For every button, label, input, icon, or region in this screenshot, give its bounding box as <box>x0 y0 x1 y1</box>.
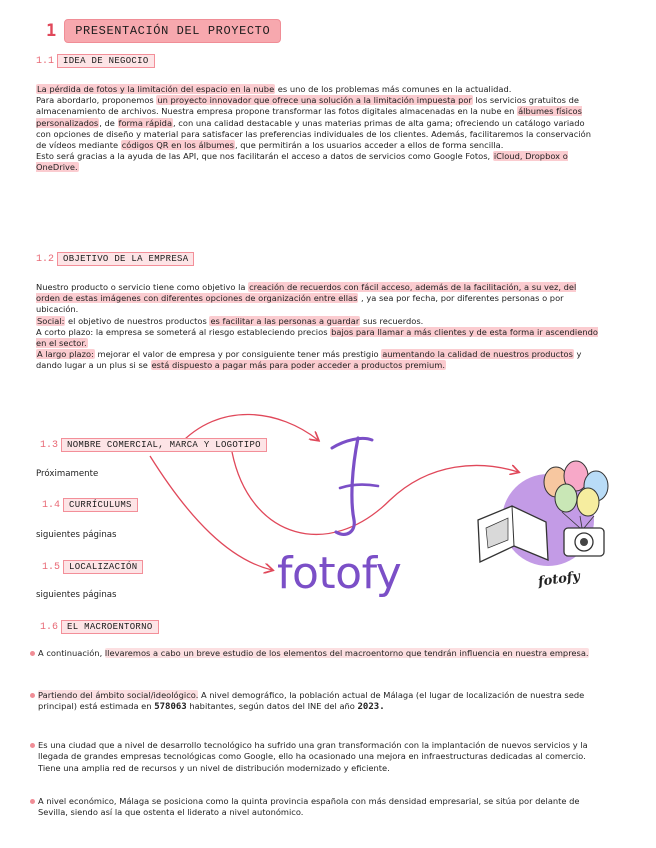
section-heading-nombre <box>40 438 267 452</box>
idea-paragraph <box>36 84 602 174</box>
highlight: códigos QR en los álbumes <box>121 140 234 151</box>
text: y dando lugar a un plus si se <box>36 349 582 371</box>
section-label: IDEA DE NEGOCIO <box>57 54 155 68</box>
section-heading-macroentorno <box>40 620 159 634</box>
curriculums-text: siguientes páginas <box>36 530 117 540</box>
section-label: CURRÍCULUMS <box>63 498 138 512</box>
section-label: OBJETIVO DE LA EMPRESA <box>57 252 194 266</box>
text: A nivel demográfico, la población actual de Málaga (el lugar de localización de nuestra sede principal) está estimada en <box>38 690 585 712</box>
section-number: 1.5 <box>42 561 61 573</box>
text: , ya sea por fecha, por diferentes personas o por ubicación. <box>36 293 564 315</box>
album-balloons-illustration <box>478 461 608 566</box>
text: los servicios gratuitos de almacenamiento de archivos. Nuestra empresa propone transformar las fotos digitales almacenadas en la nube en <box>36 95 580 117</box>
highlight: bajos para llamar a más clientes y de esta forma ir ascendiendo en el sector. <box>36 326 598 349</box>
text: sus recuerdos. <box>360 315 424 326</box>
objetivo-paragraph <box>36 282 602 372</box>
section-heading-idea <box>36 54 155 68</box>
bullet-dot <box>30 693 35 698</box>
text: es uno de los problemas más comunes en la actualidad. <box>275 84 512 94</box>
fotofy-small-signature: fotofy <box>537 569 581 590</box>
bullet-dot <box>30 651 35 656</box>
macro-bullet-social <box>30 690 600 714</box>
population-number: 578063 <box>154 702 187 713</box>
section-number: 1.2 <box>36 253 55 265</box>
text: , que permitirán a los usuarios acceder a ellos de forma sencilla. <box>234 140 504 151</box>
section-label: LOCALIZACIÓN <box>63 560 143 574</box>
text: A continuación, <box>38 648 105 658</box>
arrow-to-wordmark <box>150 456 272 570</box>
section-number: 1.1 <box>36 55 55 67</box>
highlight: Partiendo del ámbito social/ideológico. <box>38 690 199 700</box>
section-heading-objetivo <box>36 252 194 266</box>
section-number: 1.3 <box>40 439 59 451</box>
cursive-f-logo <box>332 438 378 534</box>
highlight: Social: <box>37 315 65 326</box>
arrow-to-illustration <box>232 452 518 534</box>
macro-bullet-intro <box>30 648 600 659</box>
highlight: está dispuesto a pagar más para poder acceder a productos premium. <box>151 360 445 371</box>
title-number: 1 <box>46 21 57 41</box>
page-title <box>46 18 281 44</box>
highlight: forma rápida <box>118 117 173 128</box>
text: Para abordarlo, proponemos <box>36 95 157 106</box>
highlight: La pérdida de fotos y la limitación del espacio en la nube <box>37 84 275 94</box>
bullet-dot <box>30 799 35 804</box>
highlight: A largo plazo: <box>37 349 94 360</box>
year-number: 2023. <box>357 702 385 713</box>
bullet-dot <box>30 743 35 748</box>
text: A corto plazo: la empresa se someterá al riesgo estableciendo precios <box>36 326 331 337</box>
highlight: creación de recuerdos con fácil acceso, además de la facilitación, a su vez, del orden de estas imágenes con diferentes opciones de organización entre ellas <box>36 282 577 304</box>
nombre-text: Próximamente <box>36 469 99 479</box>
fotofy-wordmark: fotofy <box>277 548 402 599</box>
highlight: álbumes físicos personalizados <box>36 106 582 128</box>
section-label: EL MACROENTORNO <box>61 620 159 634</box>
text: el objetivo de nuestros productos <box>65 315 210 326</box>
highlight: iCloud, Dropbox o OneDrive. <box>36 151 568 173</box>
macro-bullet-tecnologico <box>30 740 600 774</box>
text: Es una ciudad que a nivel de desarrollo tecnológico ha sufrido una gran transformación con la implantación de nuevos servicios y la llegada de grandes empresas tecnológicas como Google, ello ha ocasionado una mejora en infraestructuras dedicadas al comercio. Tiene una amplia red de recursos y un nivel de distribución modernizado y eficiente. <box>38 740 588 773</box>
text: Esto será gracias a la ayuda de las API, que nos facilitarán el acceso a datos de servicios como Google Fotos, <box>36 151 493 162</box>
highlight: un proyecto innovador que ofrece una solución a la limitación impuesta por <box>157 95 472 106</box>
text: , de <box>99 117 118 128</box>
highlight: llevaremos a cabo un breve estudio de los elementos del macroentorno que tendrán influencia en nuestra empresa. <box>104 648 589 658</box>
section-heading-curriculums <box>42 498 138 512</box>
localizacion-text: siguientes páginas <box>36 590 117 600</box>
text: habitantes, según datos del INE del año <box>186 701 358 712</box>
text: Nuestro producto o servicio tiene como objetivo la <box>36 282 249 292</box>
section-number: 1.4 <box>42 499 61 511</box>
section-number: 1.6 <box>40 621 59 633</box>
highlight: aumentando la calidad de nuestros productos <box>382 349 573 360</box>
text: A nivel económico, Málaga se posiciona como la quinta provincia española con más densidad empresarial, se sitúa por delante de Sevilla, siendo así la que ostenta el liderato a nivel autonómico. <box>38 796 580 818</box>
highlight: es facilitar a las personas a guardar <box>210 315 360 326</box>
section-label: NOMBRE COMERCIAL, MARCA Y LOGOTIPO <box>61 438 267 452</box>
text: mejorar el valor de empresa y por consiguiente tener más prestigio <box>94 349 382 360</box>
macro-bullet-economico <box>30 796 600 819</box>
text: , con una calidad destacable y unas materias primas de alta gama; ofreciendo un catálogo variado con opciones de diseño y material para satisfacer las preferencias individuales de los clientes. Además, facilitaremos la conservación de vídeos mediante <box>36 117 591 151</box>
section-heading-localizacion <box>42 560 143 574</box>
title-label: PRESENTACIÓN DEL PROYECTO <box>64 19 281 43</box>
